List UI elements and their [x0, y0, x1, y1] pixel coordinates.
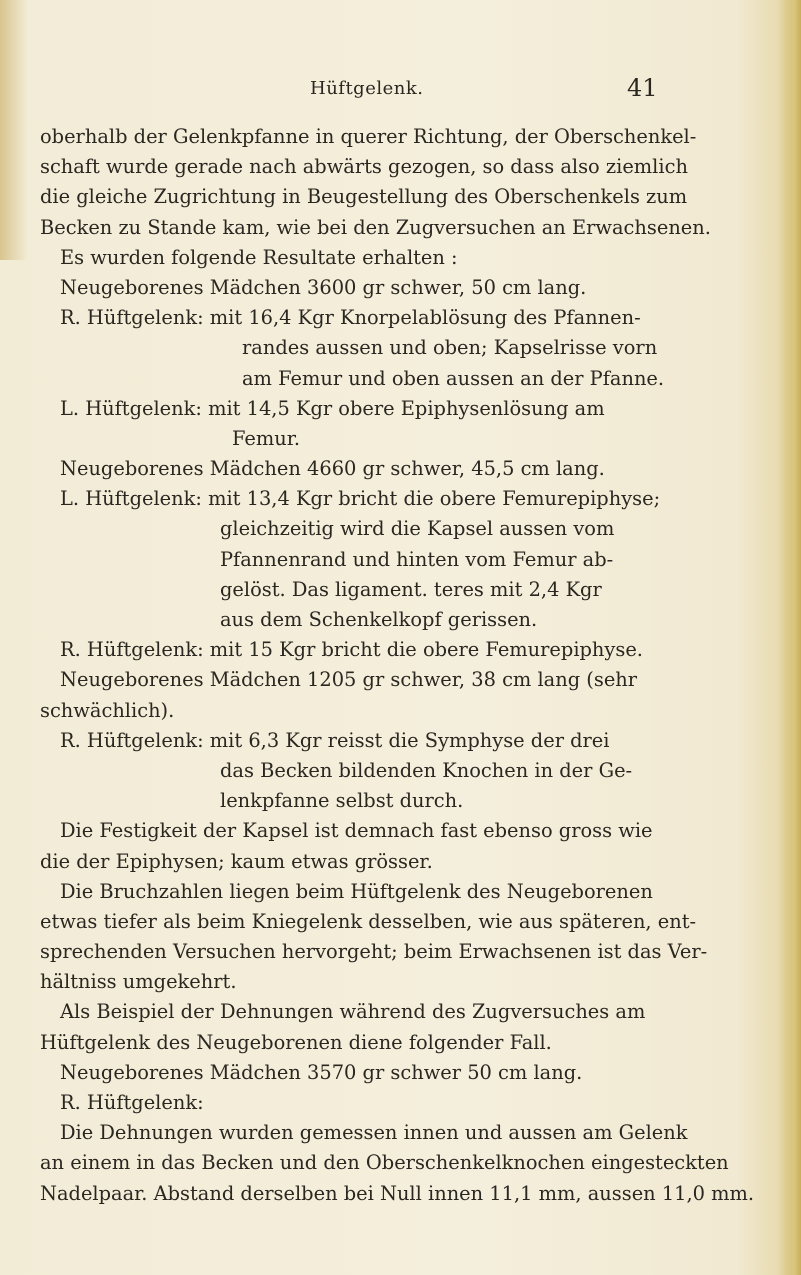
- text-line: sprechenden Versuchen hervorgeht; beim Erwachsenen ist das Ver-: [40, 940, 708, 964]
- text-line: oberhalb der Gelenkpfanne in querer Richtung, der Oberschenkel-: [40, 125, 697, 148]
- page-edge-stain-left: [0, 0, 28, 260]
- text-line: gelöst. Das ligament. teres mit 2,4 Kgr: [220, 577, 602, 601]
- running-header: [0, 74, 801, 108]
- text-line: gleichzeitig wird die Kapsel aussen vom: [220, 517, 615, 541]
- text-line: hältniss umgekehrt.: [40, 970, 237, 994]
- text-line: Es wurden folgende Resultate erhalten :: [60, 245, 458, 269]
- text-line: Nadelpaar. Abstand derselben bei Null innen 11,1 mm, aussen 11,0 mm.: [40, 1181, 755, 1205]
- text-line: aus dem Schenkelkopf gerissen.: [220, 608, 538, 631]
- text-line: Neugeborenes Mädchen 1205 gr schwer, 38 cm lang (sehr: [60, 668, 638, 692]
- text-line: an einem in das Becken und den Oberschenkelknochen eingesteckten: [40, 1151, 729, 1175]
- text-line: L. Hüftgelenk: mit 14,5 Kgr obere Epiphysenlösung am: [60, 396, 605, 420]
- text-line: R. Hüftgelenk: mit 6,3 Kgr reisst die Symphyse der drei: [60, 728, 610, 752]
- running-title: Hüftgelenk.: [310, 78, 424, 99]
- text-line: randes aussen und oben; Kapselrisse vorn: [242, 336, 658, 360]
- text-line: Femur.: [232, 426, 301, 450]
- text-line: R. Hüftgelenk: mit 16,4 Kgr Knorpelablösung des Pfannen-: [60, 306, 641, 330]
- text-line: Als Beispiel der Dehnungen während des Zugversuches am: [60, 1000, 646, 1024]
- text-line: R. Hüftgelenk: mit 15 Kgr bricht die obere Femurepiphyse.: [60, 638, 643, 662]
- text-line: schaft wurde gerade nach abwärts gezogen, so dass also ziemlich: [40, 155, 688, 179]
- text-line: Die Bruchzahlen liegen beim Hüftgelenk des Neugeborenen: [60, 879, 653, 903]
- body-text: [40, 122, 760, 1209]
- text-line: Becken zu Stande kam, wie bei den Zugversuchen an Erwachsenen.: [40, 215, 711, 239]
- text-line: etwas tiefer als beim Kniegelenk desselben, wie aus späteren, ent-: [40, 909, 697, 933]
- text-line: Neugeborenes Mädchen 3570 gr schwer 50 cm lang.: [60, 1060, 583, 1084]
- text-line: Hüftgelenk des Neugeborenen diene folgender Fall.: [40, 1030, 552, 1054]
- text-line: R. Hüftgelenk:: [60, 1091, 204, 1114]
- text-line: die gleiche Zugrichtung in Beugestellung des Oberschenkels zum: [40, 185, 688, 209]
- text-line: Die Festigkeit der Kapsel ist demnach fast ebenso gross wie: [60, 819, 653, 843]
- text-line: die der Epiphysen; kaum etwas grösser.: [40, 849, 433, 873]
- page-edge-stain-right: [779, 0, 801, 1275]
- page-number: 41: [627, 74, 658, 102]
- text-line: das Becken bildenden Knochen in der Ge-: [220, 758, 633, 782]
- text-line: Neugeborenes Mädchen 4660 gr schwer, 45,5 cm lang.: [60, 457, 605, 481]
- text-line: Neugeborenes Mädchen 3600 gr schwer, 50 cm lang.: [60, 275, 587, 299]
- text-line: L. Hüftgelenk: mit 13,4 Kgr bricht die obere Femurepiphyse;: [60, 487, 661, 511]
- text-line: lenkpfanne selbst durch.: [220, 789, 464, 813]
- text-line: Die Dehnungen wurden gemessen innen und aussen am Gelenk: [60, 1121, 688, 1145]
- text-line: schwächlich).: [40, 698, 175, 722]
- text-line: Pfannenrand und hinten vom Femur ab-: [220, 547, 614, 571]
- text-line: am Femur und oben aussen an der Pfanne.: [242, 366, 665, 390]
